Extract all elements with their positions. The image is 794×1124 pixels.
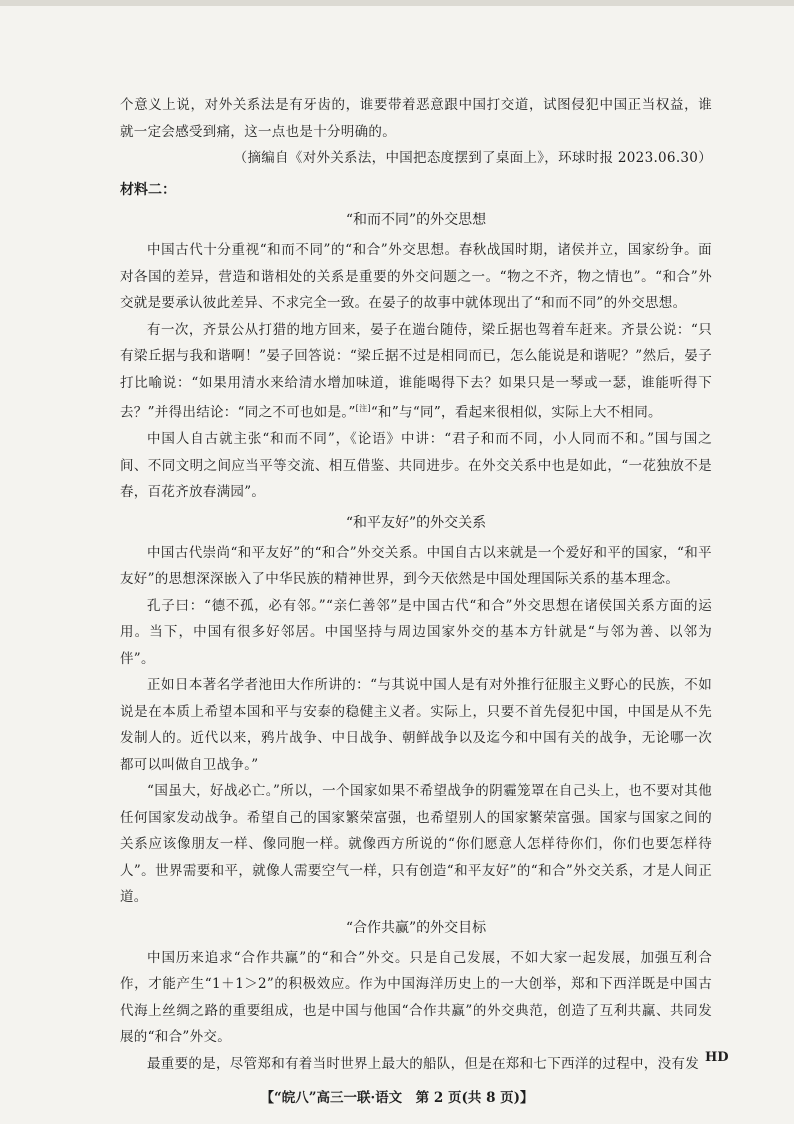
paragraph-6: 正如日本著名学者池田大作所讲的：“与其说中国人是有对外推行征服主义野心的民族，不如说是在本质上希望本国和平与安泰的稳健主义者。实际上，只要不首先侵犯中国，中国是从不先发制人的。近代以来，鸦片战争、中日战争、朝鲜战争以及迄今和中国有关的战争，无论哪一次都可以叫做自卫战争。” <box>120 677 712 773</box>
paragraph-2-text-b: “和”与“同”，看起来很相似，实际上大不相同。 <box>370 404 662 421</box>
hd-mark: HD <box>705 1050 729 1065</box>
paragraph-8: 中国历来追求“合作共赢”的“和合”外交。只是自己发展，不如大家一起发展，加强互利合作，才能产生“1＋1＞2”的积极效应。作为中国海洋历史上的一大创举，郑和下西洋既是中国古代海上丝绸之路的重要组成，也是中国与他国“合作共赢”的外交典范，创造了互利共赢、共同发展的“和合”外交。 <box>120 949 712 1045</box>
scan-top-edge <box>0 0 794 6</box>
paragraph-5: 孔子曰：“德不孤，必有邻。”“亲仁善邻”是中国古代“和合”外交思想在诸侯国关系方面的运用。当下，中国有很多好邻居。中国坚持与周边国家外交的基本方针就是“与邻为善、以邻为伴”。 <box>120 597 712 667</box>
paragraph-1: 中国古代十分重视“和而不同”的“和合”外交思想。春秋战国时期，诸侯并立，国家纷争。面对各国的差异，营造和谐相处的关系是重要的外交问题之一。“物之不齐，物之情也”。“和合”外交就是要承认彼此差异、不求完全一致。在晏子的故事中就体现出了“和而不同”的外交思想。 <box>120 242 712 311</box>
section-heading-harmony: “和而不同”的外交思想 <box>345 212 487 228</box>
footnote-marker: [注] <box>355 404 371 413</box>
page-footer: 【“皖八”高三一联·语文 第 2 页(共 8 页)】 <box>260 1090 534 1106</box>
paragraph-2-text-a: 有一次，齐景公从打猎的地方回来，晏子在遄台随侍，梁丘据也驾着车赶来。齐景公说：“只有梁丘据与我和谐啊！”晏子回答说：“梁丘据不过是相同而已，怎么能说是和谐呢？”然后，晏子打比喻说：“如果用清水来给清水增加味道，谁能喝得下去？如果只是一琴或一瑟，谁能听得下去？”并得出结论：“同之不可也如是。” <box>120 321 712 421</box>
section-heading-cooperation: “合作共赢”的外交目标 <box>345 919 487 936</box>
material-label: 材料二： <box>120 182 176 198</box>
intro-paragraph: 个意义上说，对外关系法是有牙齿的，谁要带着恶意跟中国打交道，试图侵犯中国正当权益，谁就一定会感受到痛，这一点也是十分明确的。 <box>120 97 712 140</box>
section-heading-peace: “和平友好”的外交关系 <box>345 514 487 531</box>
paragraph-2 <box>120 317 712 427</box>
source-citation: （摘编自《对外关系法，中国把态度摆到了桌面上》，环球时报 2023.06.30） <box>233 150 712 166</box>
paragraph-7: “国虽大，好战必亡。”所以，一个国家如果不希望战争的阴霾笼罩在自己头上，也不要对其他任何国家发动战争。希望自己的国家繁荣富强，也希望别人的国家繁荣富强。国家与国家之间的关系应该像朋友一样、像同胞一样。就像西方所说的“你们愿意人怎样待你们，你们也要怎样待人”。世界需要和平，就像人需要空气一样，只有创造“和平友好”的“和合”外交关系，才是人间正道。 <box>120 783 712 905</box>
paragraph-3: 中国人自古就主张“和而不同”，《论语》中讲：“君子和而不同，小人同而不和。”国与国之间、不同文明之间应当平等交流、相互借鉴、共同进步。在外交关系中也是如此，“一花独放不是春，百花齐放春满园”。 <box>120 431 712 500</box>
paragraph-4: 中国古代崇尚“和平友好”的“和合”外交关系。中国自古以来就是一个爱好和平的国家，“和平友好”的思想深深嵌入了中华民族的精神世界，到今天依然是中国处理国际关系的基本理念。 <box>120 544 712 587</box>
content-column <box>120 92 712 1077</box>
paragraph-9: 最重要的是，尽管郑和有着当时世界上最大的船队，但是在郑和七下西洋的过程中，没有发 <box>147 1055 699 1072</box>
